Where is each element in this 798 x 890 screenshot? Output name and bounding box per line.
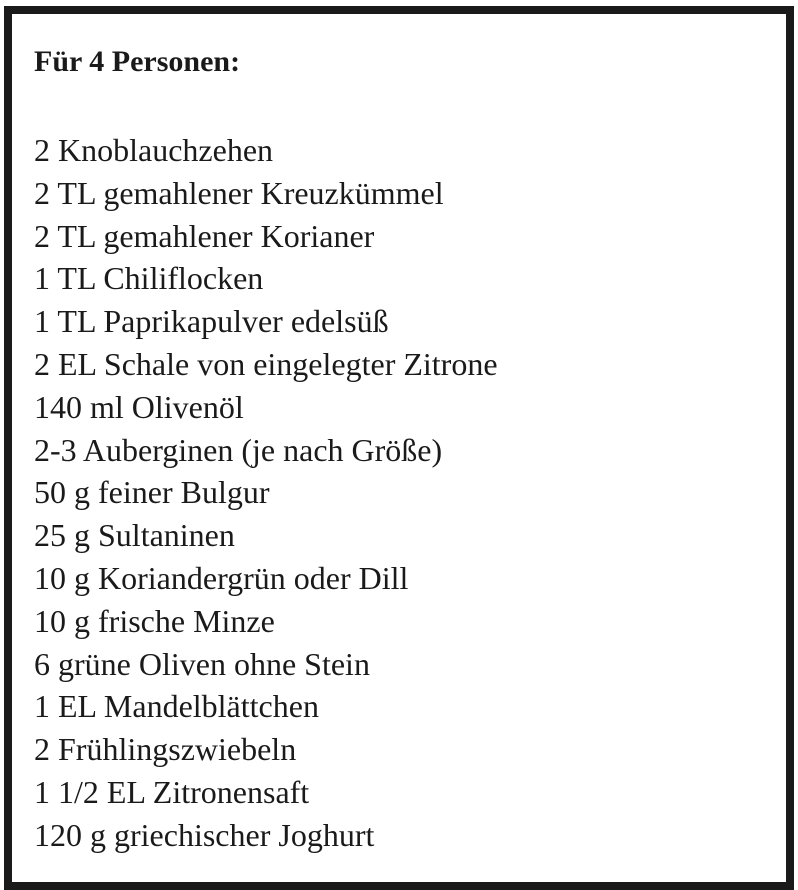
ingredient-item: 2 TL gemahlener Kreuzkümmel xyxy=(34,174,444,211)
ingredient-item: 2 EL Schale von eingelegter Zitrone xyxy=(34,345,498,382)
ingredient-item: 1 TL Chiliflocken xyxy=(34,260,264,297)
ingredient-item: 2 Frühlingszwiebeln xyxy=(34,731,297,768)
ingredient-item: 25 g Sultaninen xyxy=(34,517,235,554)
ingredient-list xyxy=(34,129,498,857)
ingredient-item: 1 TL Paprikapulver edelsüß xyxy=(34,303,389,340)
recipe-ingredients-box xyxy=(4,6,794,890)
ingredient-item: 6 grüne Oliven ohne Stein xyxy=(34,645,370,682)
ingredient-item: 10 g frische Minze xyxy=(34,602,275,639)
ingredient-item: 1 1/2 EL Zitronensaft xyxy=(34,773,310,810)
ingredient-item: 1 EL Mandelblättchen xyxy=(34,688,319,725)
servings-heading: Für 4 Personen: xyxy=(34,45,241,78)
ingredient-item: 50 g feiner Bulgur xyxy=(34,474,270,511)
ingredient-item: 2 TL gemahlener Korianer xyxy=(34,217,375,254)
ingredient-item: 140 ml Olivenöl xyxy=(34,388,244,425)
ingredient-item: 2 Knoblauchzehen xyxy=(34,132,274,168)
ingredient-item: 2-3 Auberginen (je nach Größe) xyxy=(34,431,443,468)
ingredient-item: 10 g Koriandergrün oder Dill xyxy=(34,559,409,596)
ingredient-item: 120 g griechischer Joghurt xyxy=(34,816,375,853)
